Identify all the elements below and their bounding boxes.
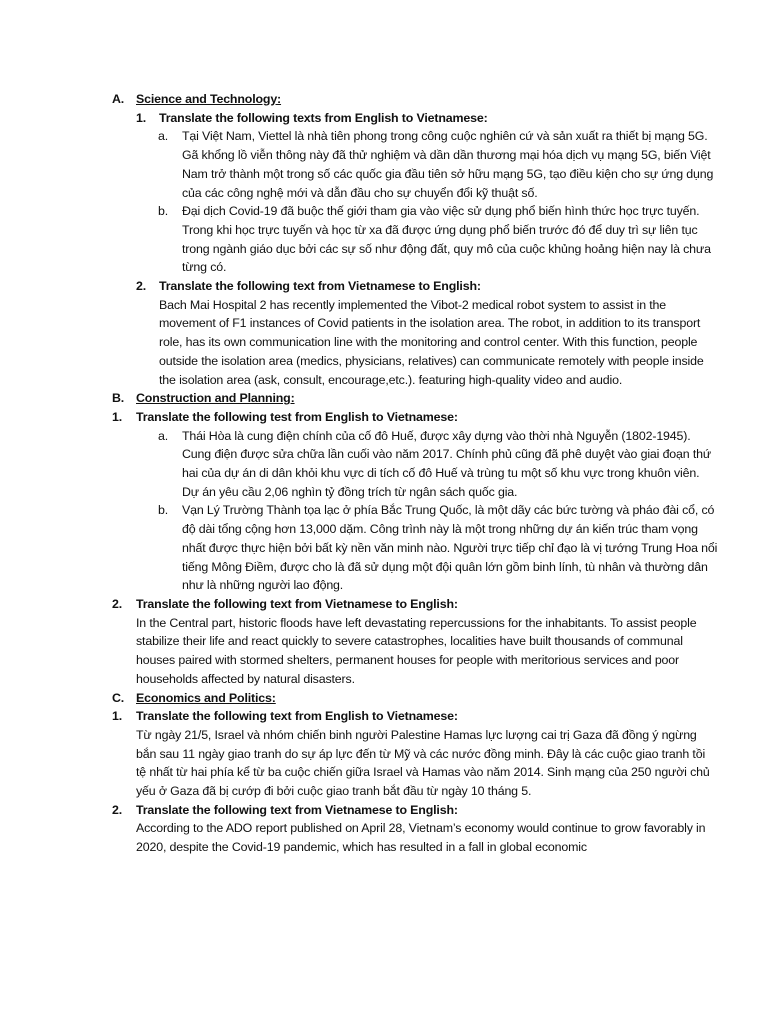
list-item <box>112 427 718 502</box>
section-letter: A. <box>112 92 125 106</box>
section-letter: C. <box>112 690 125 705</box>
question-heading <box>112 408 718 427</box>
section-title: Science and Technology: <box>136 92 282 106</box>
question-number: 1. <box>112 409 123 424</box>
question-heading <box>112 595 718 614</box>
question-text: Translate the following texts from English to Vietnamese: <box>159 110 488 125</box>
item-text: Tại Việt Nam, Viettel là nhà tiên phong trong công cuộc nghiên cứ và sản xuất ra thiết bị mạng 5G. Gã khổng lồ viễn thông này đã thử nghiệm và dần dần thương mại hóa dịch vụ mạng 5G, biến Việt Nam trở thành một trong số các quốc gia đầu tiên sở hữu mạng 5G, tạo điều kiện cho sự ứng dụng của các công nghệ mới và dẫn đầu cho sự chuyển đổi kỹ thuật số. <box>182 129 714 200</box>
item-text: Đại dịch Covid-19 đã buộc thế giới tham gia vào việc sử dụng phổ biến hình thức học trực tuyến. Trong khi học trực tuyến và học từ xa đã được ứng dụng phổ biến trước đó để duy trì sự liên tục trong ngành giáo dục bởi các sự số như động đất, quy mô của cuộc khủng hoảng hiện nay là chưa từng có. <box>182 204 711 275</box>
paragraph: Từ ngày 21/5, Israel và nhóm chiến binh người Palestine Hamas lực lượng cai trị Gaza đã đồng ý ngừng bắn sau 11 ngày giao tranh do sự áp lực đến từ Mỹ và các nước đồng minh. Đây là các cuộc giao tranh tồi tệ nhất từ hai phía kể từ ba cuộc chiến giữa Israel và Hamas vào năm 2014. Sinh mạng của 250 người chủ yếu ở Gaza đã bị cướp đi bởi cuộc giao tranh bắt đầu từ ngày 10 tháng 5. <box>136 727 710 799</box>
question-heading <box>112 109 718 128</box>
question-text: Translate the following test from English to Vietnamese: <box>136 409 458 424</box>
section-heading-c <box>112 689 718 708</box>
paragraph: According to the ADO report published on April 28, Vietnam’s economy would continue to grow favorably in 2020, despite the Covid-19 pandemic, which has resulted in a fall in global economic <box>136 821 706 855</box>
question-text: Translate the following text from Vietnamese to English: <box>159 279 481 294</box>
question-number: 1. <box>112 709 123 724</box>
list-item <box>112 202 718 277</box>
section-title: Construction and Planning: <box>136 391 295 406</box>
section-heading-a <box>112 90 718 109</box>
item-text: Vạn Lý Trường Thành tọa lạc ở phía Bắc Trung Quốc, là một dãy các bức tường và pháo đài cổ, có độ dài tổng cộng hơn 13,000 dặm. Công trình này là một trong những dự án kiến trúc tham vọng nhất được thực hiện bởi bất kỳ nền văn minh nào. Người trực tiếp chỉ đạo là vị tướng Trung Hoa nổi tiếng Mông Điềm, được cho là đã sử dụng một đội quân lớn gồm binh lính, tù nhân và thường dân như là những người lao động. <box>182 503 718 593</box>
paragraph: In the Central part, historic floods have left devastating repercussions for the inhabitants. To assist people stabilize their life and react quickly to severe catastrophes, localities have built thousands of communal houses paired with stormed shelters, permanent houses for people with meritorious services and poor households affected by natural disasters. <box>136 615 697 686</box>
item-label: a. <box>158 129 169 144</box>
list-item <box>112 501 718 595</box>
question-text: Translate the following text from Vietnamese to English: <box>136 596 458 611</box>
section-letter: B. <box>112 391 125 406</box>
question-heading <box>112 707 718 726</box>
section-title: Economics and Politics: <box>136 690 276 705</box>
question-number: 2. <box>112 802 123 817</box>
question-heading <box>112 801 718 820</box>
item-label: b. <box>158 204 169 219</box>
item-label: b. <box>158 503 169 518</box>
question-number: 2. <box>112 596 123 611</box>
item-label: a. <box>158 428 169 443</box>
list-item <box>112 127 718 202</box>
item-text: Thái Hòa là cung điện chính của cố đô Huế, được xây dựng vào thời nhà Nguyễn (1802-1945). Cung điện được sửa chữa lần cuối vào năm 2017. Chính phủ cũng đã phê duyệt vào giai đoạn thứ hai của dự án di dân khỏi khu vực di tích cố đô Huế và trùng tu một số khu vực trong khuôn viên. Dự án yêu cầu 2,06 nghìn tỷ đồng trích từ ngân sách quốc gia. <box>182 428 711 499</box>
section-heading-b <box>112 389 718 408</box>
question-text: Translate the following text from Vietnamese to English: <box>136 802 458 817</box>
paragraph: Bach Mai Hospital 2 has recently implemented the Vibot-2 medical robot system to assist in the movement of F1 instances of Covid patients in the isolation area. The robot, in addition to its transport role, has its own communication line with the monitoring and control center. With this function, people outside the isolation area (medics, physicians, relatives) can communicate remotely with people inside the isolation area (ask, consult, encourage,etc.). featuring high-quality video and audio. <box>159 297 704 387</box>
question-number: 1. <box>136 110 147 125</box>
question-text: Translate the following text from English to Vietnamese: <box>136 709 458 724</box>
question-number: 2. <box>136 279 147 294</box>
question-heading <box>112 277 718 296</box>
